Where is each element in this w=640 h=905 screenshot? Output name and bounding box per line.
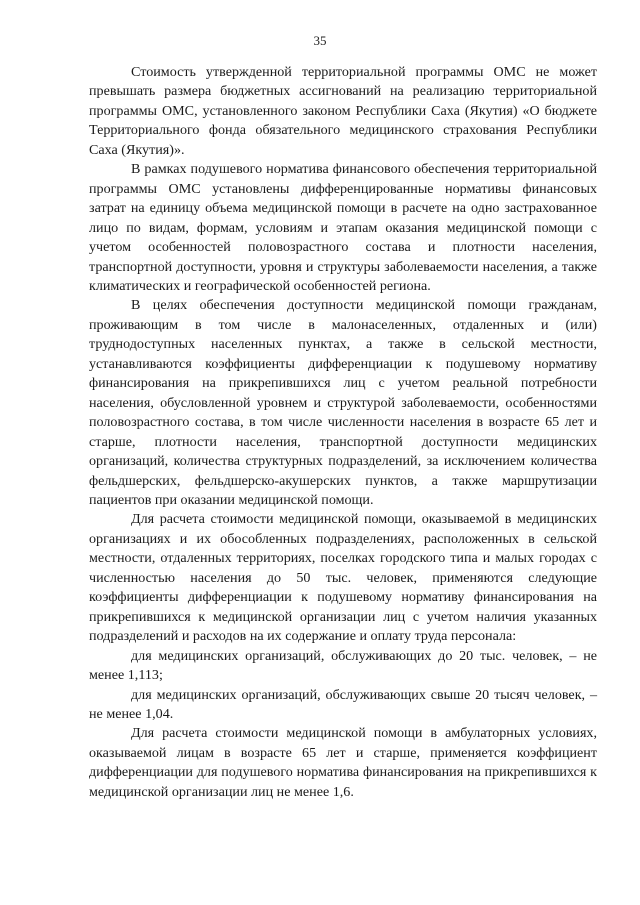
page-number: 35 (313, 33, 327, 48)
paragraph-budget-limit: Стоимость утвержденной территориальной программы ОМС не может превышать размера бюджетных ассигнований на реализацию территориальной программы ОМС, установленного законом Республики Саха (Якутия) «О бюджете Территориального фонда обязательного медицинского страхования Республики Саха (Якутия)». (89, 64, 597, 158)
paragraph-differentiated-norms: В рамках подушевого норматива финансового обеспечения территориальной программы ОМС установлены дифференцированные нормативы финансовых затрат на единицу объема медицинской помощи в расчете на одно застрахованное лицо по видам, формам, условиям и этапам оказания медицинской помощи с учетом особенностей половозрастного состава и плотности населения, транспортной доступности, уровня и структуры заболеваемости населения, а также климатических и географической особенностей региона. (89, 161, 597, 294)
paragraph-rural-coefficients: Для расчета стоимости медицинской помощи, оказываемой в медицинских организациях и их обособленных подразделениях, расположенных в сельской местности, отдаленных территориях, поселках городского типа и малых городах с численностью населения до 50 тыс. человек, применяются следующие коэффициенты дифференциации к подушевому нормативу финансирования на прикрепившихся к медицинской организации лиц с учетом наличия указанных подразделений и расходов на их содержание и оплату труда персонала: (89, 511, 597, 645)
paragraph-coefficient-over-20k: для медицинских организаций, обслуживающих свыше 20 тысяч человек, – не менее 1,04. (89, 686, 597, 722)
paragraph-coefficient-65-plus: Для расчета стоимости медицинской помощи в амбулаторных условиях, оказываемой лицам в возрасте 65 лет и старше, применяется коэффициент дифференциации для подушевого норматива финансирования на прикрепившихся к медицинской организации лиц не менее 1,6. (89, 725, 597, 800)
paragraph-coefficient-up-to-20k: для медицинских организаций, обслуживающих до 20 тыс. человек, – не менее 1,113; (89, 647, 597, 684)
paragraph-accessibility-coefficients: В целях обеспечения доступности медицинской помощи гражданам, проживающим в том числе в малонаселенных, отдаленных и (или) труднодоступных населенных пунктах, а также в сельской местности, устанавливаются коэффициенты дифференциации к подушевому нормативу финансирования на прикрепившихся лиц с учетом реальной потребности населения, обусловленной уровнем и структурой заболеваемости, особенностями половозрастного состава, в том числе численности населения в возрасте 65 лет и старше, плотности населения, транспортной доступности медицинских организаций, количества структурных подразделений, за исключением количества фельдшерских, фельдшерско-акушерских пунктов, а также маршрутизации пациентов при оказании медицинской помощи. (89, 297, 597, 508)
document-body (89, 63, 597, 802)
